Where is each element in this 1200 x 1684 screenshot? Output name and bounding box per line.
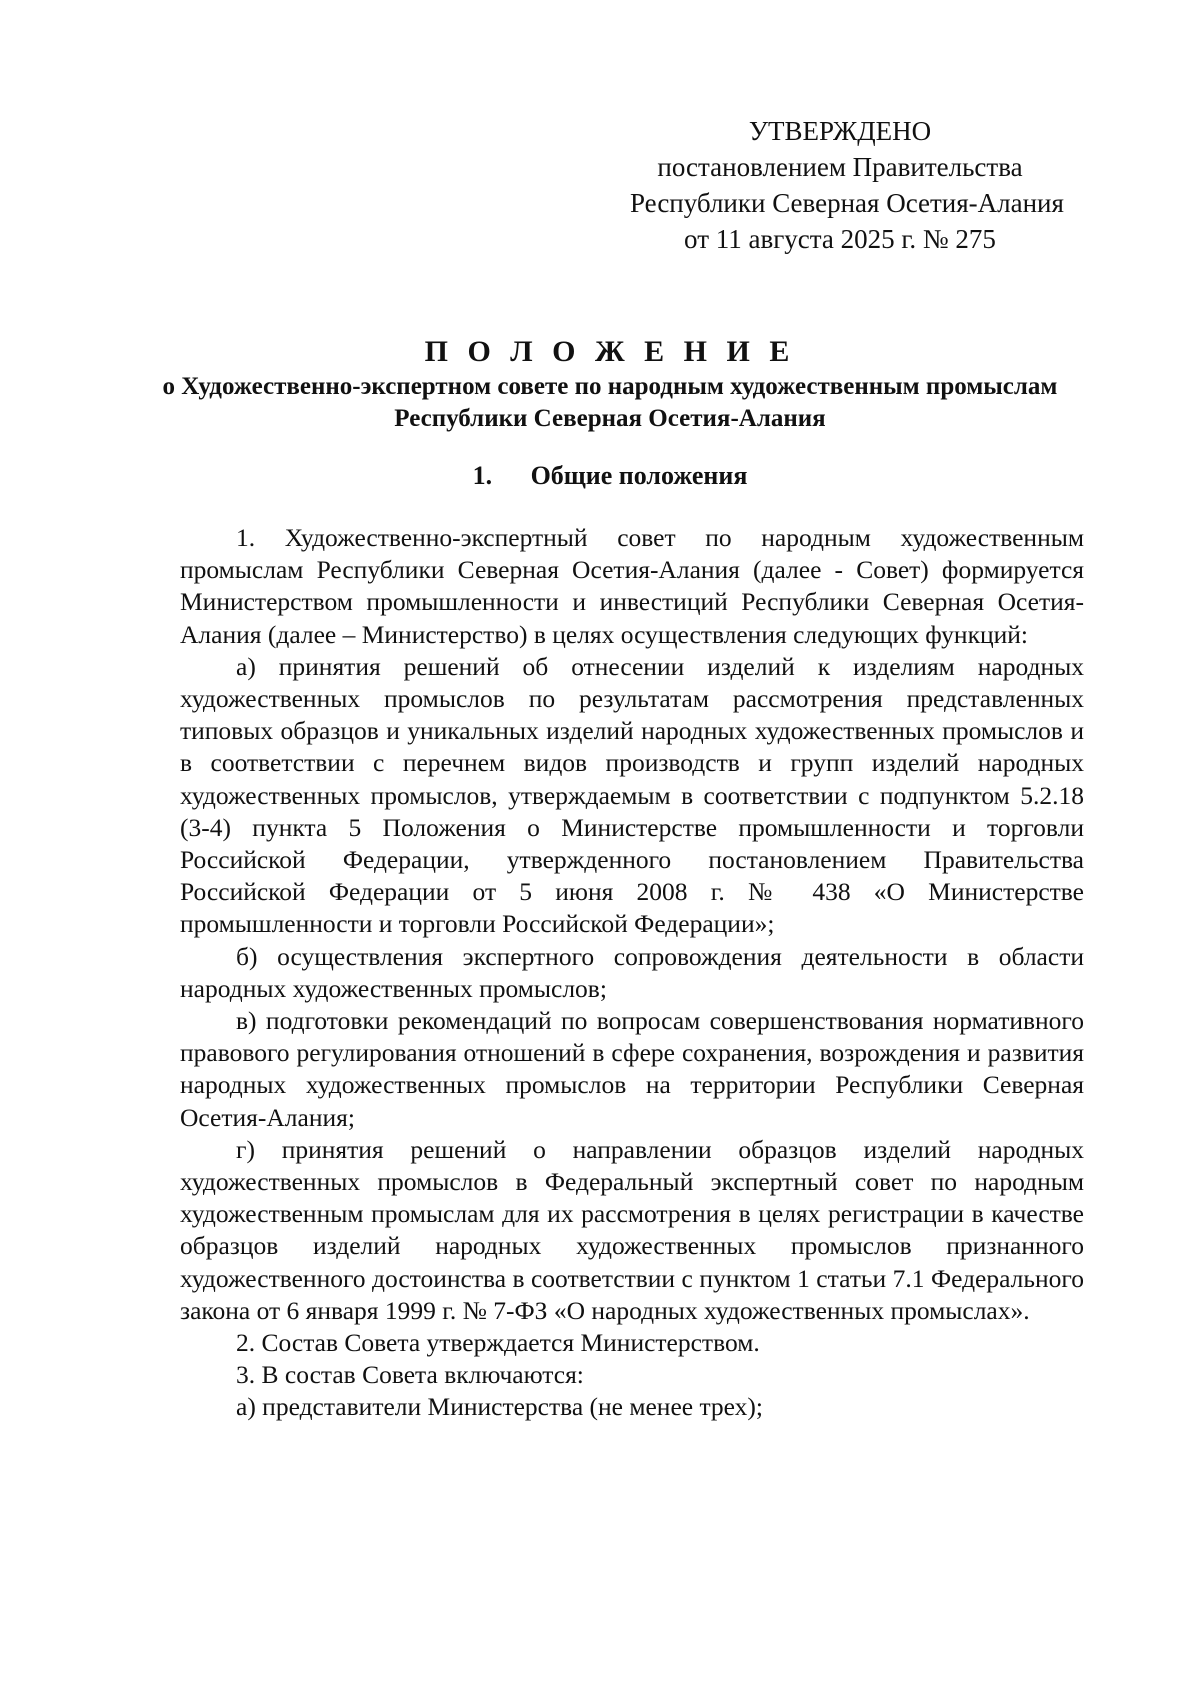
paragraph: 2. Состав Совета утверждается Министерством.: [236, 1328, 760, 1358]
document-subtitle: о Художественно-экспертном совете по народным художественным промыслам Республики Северная Осетия-Алания: [162, 373, 1058, 432]
paragraph: в) подготовки рекомендаций по вопросам совершенствования нормативного правового регулирования отношений в сфере сохранения, возрождения и развития народных художественных промыслов на территории Республики Северная Осетия-Алания;: [180, 1006, 1084, 1132]
approval-line: постановлением Правительства: [657, 152, 1023, 182]
approval-stamp: [630, 113, 1064, 257]
paragraph: а) представители Министерства (не менее трех);: [236, 1392, 763, 1422]
document-title: П О Л О Ж Е Н И Е: [424, 335, 796, 368]
approval-date: от 11 августа 2025 г. № 275: [684, 224, 996, 254]
section-number: 1.: [472, 461, 493, 490]
section-title: Общие положения: [530, 461, 748, 490]
paragraph: б) осуществления экспертного сопровождения деятельности в области народных художественных промыслов;: [180, 941, 1084, 1003]
paragraph: 1. Художественно-экспертный совет по народным художественным промыслам Республики Северная Осетия-Алания (далее - Совет) формируется Министерством промышленности и инвестиций Республики Северная Осетия-Алания (далее – Министерство) в целях осуществления следующих функций:: [180, 523, 1084, 649]
document-title-block: [150, 333, 1070, 435]
paragraph: г) принятия решений о направлении образцов изделий народных художественных промыслов в Федеральный экспертный совет по народным художественным промыслам для их рассмотрения в целях регистрации в качестве образцов изделий народных художественных промыслов признанного художественного достоинства в соответствии с пунктом 1 статьи 7.1 Федерального закона от 6 января 1999 г. № 7-ФЗ «О народных художественных промыслах».: [180, 1134, 1084, 1325]
approval-line: Республики Северная Осетия-Алания: [630, 188, 1064, 218]
paragraph: а) принятия решений об отнесении изделий к изделиям народных художественных промыслов по результатам рассмотрения представленных типовых образцов и уникальных изделий народных художественных промыслов и в соответствии с перечнем видов производств и групп изделий народных художественных промыслов, утверждаемым в соответствии с подпунктом 5.2.18 (3-4) пункта 5 Положения о Министерстве промышленности и торговли Российской Федерации, утвержденного постановлением Правительства Российской Федерации от 5 июня 2008 г. № 438 «О Министерстве промышленности и торговли Российской Федерации»;: [180, 651, 1084, 939]
section-heading: [150, 461, 1070, 491]
approval-heading: УТВЕРЖДЕНО: [748, 116, 932, 146]
paragraph: 3. В состав Совета включаются:: [236, 1360, 584, 1390]
document-body: [180, 522, 1084, 1424]
